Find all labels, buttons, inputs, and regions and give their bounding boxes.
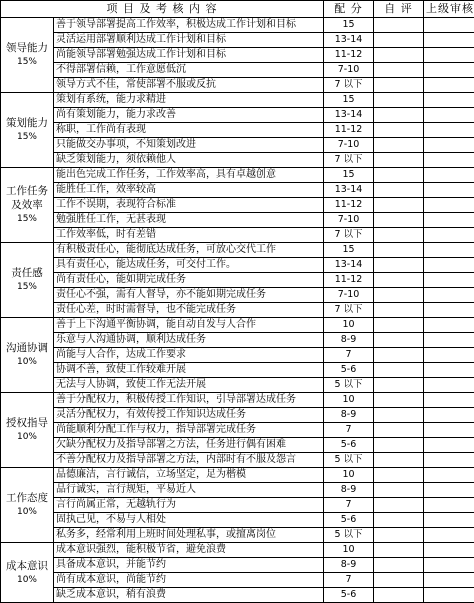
self-eval-cell[interactable] [374,558,424,573]
criteria-row [1,93,474,108]
criteria-row [1,333,474,348]
self-eval-cell[interactable] [374,588,424,603]
criteria-description: 缺乏策划能力，须依赖他人 [54,153,324,168]
self-eval-cell[interactable] [374,138,424,153]
superior-review-cell[interactable] [424,393,474,408]
category-weight: 15% [3,280,51,294]
criteria-row [1,138,474,153]
criteria-row [1,543,474,558]
criteria-row [1,153,474,168]
appraisal-body [1,18,474,603]
self-eval-cell[interactable] [374,273,424,288]
criteria-row [1,423,474,438]
score-range: 5-6 [324,513,374,528]
criteria-description: 能出色完成工作任务，工作效率高，具有卓越创意 [54,168,324,183]
criteria-row [1,288,474,303]
superior-review-cell[interactable] [424,258,474,273]
score-range: 8-9 [324,558,374,573]
score-range: 15 [324,168,374,183]
criteria-description: 乐意与人沟通协调，顺利达成任务 [54,333,324,348]
score-range: 5-6 [324,438,374,453]
self-eval-cell[interactable] [374,93,424,108]
superior-review-cell[interactable] [424,453,474,468]
score-range: 5 以下 [324,453,374,468]
category-cell [1,243,54,318]
criteria-description: 尚能领导部署勉强达成工作计划和目标 [54,48,324,63]
criteria-description: 责任心不强，需有人督导，亦不能如期完成任务 [54,288,324,303]
category-name: 责任感 [11,267,43,279]
criteria-description: 协调不善，致使工作较难开展 [54,363,324,378]
criteria-row [1,513,474,528]
score-range: 11-12 [324,123,374,138]
self-eval-cell[interactable] [374,123,424,138]
self-eval-cell[interactable] [374,63,424,78]
category-name: 工作任务及效率 [6,185,48,211]
score-range: 7 以下 [324,153,374,168]
criteria-description: 具有责任心，能达成任务，可交付工作。 [54,258,324,273]
self-eval-cell[interactable] [374,168,424,183]
category-weight: 10% [3,430,51,444]
score-range: 7-10 [324,63,374,78]
superior-review-cell[interactable] [424,483,474,498]
criteria-row [1,198,474,213]
criteria-description: 勉强胜任工作，无甚表现 [54,213,324,228]
score-range: 11-12 [324,273,374,288]
criteria-row [1,48,474,63]
score-range: 7 [324,498,374,513]
superior-review-cell[interactable] [424,468,474,483]
superior-review-cell[interactable] [424,513,474,528]
category-weight: 15% [3,130,51,144]
score-range: 5 以下 [324,528,374,543]
score-range: 8-9 [324,408,374,423]
superior-review-cell[interactable] [424,378,474,393]
items-header: 项 目 及 考 核 内 容 [1,1,324,18]
superior-review-cell[interactable] [424,303,474,318]
criteria-row [1,378,474,393]
self-eval-cell[interactable] [374,483,424,498]
criteria-row [1,18,474,33]
category-name: 成本意识 [6,560,48,572]
superior-review-cell[interactable] [424,63,474,78]
score-range: 11-12 [324,198,374,213]
criteria-description: 尚有策划能力，能力求改善 [54,108,324,123]
criteria-row [1,573,474,588]
score-range: 5-6 [324,363,374,378]
criteria-description: 善于上下沟通平衡协调，能自动自发与人合作 [54,318,324,333]
superior-review-cell[interactable] [424,183,474,198]
superior-review-cell[interactable] [424,348,474,363]
criteria-row [1,273,474,288]
score-range: 10 [324,468,374,483]
criteria-row [1,363,474,378]
self-eval-cell[interactable] [374,258,424,273]
criteria-row [1,393,474,408]
superior-review-cell[interactable] [424,168,474,183]
superior-review-cell[interactable] [424,288,474,303]
criteria-description: 言行尚属正常，无越轨行为 [54,498,324,513]
criteria-description: 固执己见，不易与人相处 [54,513,324,528]
self-eval-cell[interactable] [374,513,424,528]
self-eval-cell[interactable] [374,423,424,438]
criteria-row [1,78,474,93]
superior-review-cell[interactable] [424,528,474,543]
criteria-description: 工作效率低，时有差错 [54,228,324,243]
category-weight: 15% [3,212,51,226]
criteria-description: 尚能与人合作，达成工作要求 [54,348,324,363]
superior-review-cell[interactable] [424,438,474,453]
superior-review-cell[interactable] [424,138,474,153]
criteria-row [1,468,474,483]
category-cell [1,393,54,468]
criteria-row [1,318,474,333]
score-range: 10 [324,393,374,408]
score-range: 5 以下 [324,378,374,393]
criteria-description: 品行诚实，言行规矩，平易近人 [54,483,324,498]
category-cell [1,468,54,543]
criteria-description: 尚能顺利分配工作与权力，指导部署完成任务 [54,423,324,438]
self-eval-cell[interactable] [374,378,424,393]
score-range: 13-14 [324,108,374,123]
superior-review-cell[interactable] [424,558,474,573]
superior-review-cell[interactable] [424,78,474,93]
category-cell [1,543,54,603]
score-range: 7-10 [324,138,374,153]
self-eval-cell[interactable] [374,303,424,318]
superior-review-cell[interactable] [424,543,474,558]
self-eval-cell[interactable] [374,318,424,333]
self-eval-cell[interactable] [374,78,424,93]
self-eval-cell[interactable] [374,408,424,423]
superior-review-header: 上级审核 [424,1,474,18]
superior-review-cell[interactable] [424,48,474,63]
criteria-description: 缺乏成本意识，稍有浪费 [54,588,324,603]
criteria-description: 灵活分配权力，有效传授工作知识达成任务 [54,408,324,423]
criteria-row [1,408,474,423]
criteria-description: 策划有系统，能力求精进 [54,93,324,108]
category-name: 授权指导 [6,417,48,429]
criteria-description: 尚有成本意识，尚能节约 [54,573,324,588]
self-eval-cell[interactable] [374,498,424,513]
self-eval-cell[interactable] [374,198,424,213]
score-range: 7 [324,423,374,438]
criteria-row [1,123,474,138]
score-range: 15 [324,243,374,258]
category-name: 策划能力 [6,117,48,129]
criteria-row [1,483,474,498]
score-header: 配 分 [324,1,374,18]
category-cell [1,168,54,243]
criteria-row [1,258,474,273]
self-eval-cell[interactable] [374,153,424,168]
superior-review-cell[interactable] [424,333,474,348]
self-eval-cell[interactable] [374,228,424,243]
superior-review-cell[interactable] [424,108,474,123]
score-range: 7-10 [324,288,374,303]
superior-review-cell[interactable] [424,18,474,33]
criteria-description: 无法与人协调，致使工作无法开展 [54,378,324,393]
superior-review-cell[interactable] [424,498,474,513]
self-eval-cell[interactable] [374,288,424,303]
score-range: 10 [324,543,374,558]
self-eval-cell[interactable] [374,213,424,228]
superior-review-cell[interactable] [424,198,474,213]
criteria-description: 只能做交办事项，不知策划改进 [54,138,324,153]
criteria-row [1,168,474,183]
criteria-row [1,588,474,603]
superior-review-cell[interactable] [424,213,474,228]
criteria-description: 称职，工作尚有表现 [54,123,324,138]
criteria-row [1,228,474,243]
criteria-description: 善于分配权力，积极传授工作知识，引导部署达成任务 [54,393,324,408]
category-name: 工作态度 [6,492,48,504]
score-range: 13-14 [324,183,374,198]
self-eval-cell[interactable] [374,468,424,483]
self-eval-header: 自 评 [374,1,424,18]
criteria-description: 具备成本意识，并能节约 [54,558,324,573]
superior-review-cell[interactable] [424,588,474,603]
criteria-description: 私务多，经常利用上班时间处理私事，或擅离岗位 [54,528,324,543]
self-eval-cell[interactable] [374,33,424,48]
criteria-description: 善于领导部署提高工作效率，积极达成工作计划和目标 [54,18,324,33]
superior-review-cell[interactable] [424,573,474,588]
score-range: 5-6 [324,588,374,603]
score-range: 13-14 [324,258,374,273]
criteria-description: 不善分配权力及指导部署之方法，内部时有不服及怨言 [54,453,324,468]
score-range: 11-12 [324,48,374,63]
superior-review-cell[interactable] [424,423,474,438]
score-range: 15 [324,93,374,108]
category-cell [1,318,54,393]
superior-review-cell[interactable] [424,228,474,243]
criteria-row [1,498,474,513]
superior-review-cell[interactable] [424,93,474,108]
category-weight: 10% [3,505,51,519]
self-eval-cell[interactable] [374,108,424,123]
superior-review-cell[interactable] [424,243,474,258]
criteria-row [1,33,474,48]
superior-review-cell[interactable] [424,318,474,333]
self-eval-cell[interactable] [374,18,424,33]
score-range: 7 以下 [324,303,374,318]
category-weight: 10% [3,573,51,587]
self-eval-cell[interactable] [374,453,424,468]
criteria-row [1,558,474,573]
criteria-description: 不得部署信赖，工作意愿低沉 [54,63,324,78]
category-weight: 10% [3,355,51,369]
score-range: 7 以下 [324,228,374,243]
self-eval-cell[interactable] [374,333,424,348]
criteria-row [1,348,474,363]
criteria-description: 尚有责任心，能如期完成任务 [54,273,324,288]
criteria-description: 有积极责任心，能彻底达成任务，可放心交代工作 [54,243,324,258]
score-range: 7-10 [324,213,374,228]
category-name: 沟通协调 [6,342,48,354]
criteria-row [1,438,474,453]
self-eval-cell[interactable] [374,363,424,378]
criteria-row [1,63,474,78]
criteria-description: 工作不误期，表现符合标准 [54,198,324,213]
criteria-row [1,183,474,198]
score-range: 7 [324,348,374,363]
self-eval-cell[interactable] [374,243,424,258]
criteria-row [1,243,474,258]
self-eval-cell[interactable] [374,528,424,543]
self-eval-cell[interactable] [374,438,424,453]
score-range: 7 以下 [324,78,374,93]
self-eval-cell[interactable] [374,48,424,63]
criteria-description: 灵活运用部署顺利达成工作计划和目标 [54,33,324,48]
category-weight: 15% [3,55,51,69]
header-row [1,1,474,18]
self-eval-cell[interactable] [374,573,424,588]
category-cell [1,93,54,168]
score-range: 8-9 [324,333,374,348]
score-range: 8-9 [324,483,374,498]
criteria-row [1,528,474,543]
score-range: 10 [324,318,374,333]
superior-review-cell[interactable] [424,123,474,138]
criteria-description: 成本意识强烈，能积极节省，避免浪费 [54,543,324,558]
superior-review-cell[interactable] [424,33,474,48]
criteria-description: 能胜任工作，效率较高 [54,183,324,198]
criteria-row [1,108,474,123]
superior-review-cell[interactable] [424,153,474,168]
category-name: 领导能力 [6,42,48,54]
self-eval-cell[interactable] [374,348,424,363]
self-eval-cell[interactable] [374,183,424,198]
criteria-description: 品德廉洁，言行诚信，立场坚定，足为楷模 [54,468,324,483]
criteria-row [1,213,474,228]
self-eval-cell[interactable] [374,393,424,408]
criteria-description: 领导方式不佳，常使部署不服或反抗 [54,78,324,93]
criteria-row [1,303,474,318]
criteria-row [1,453,474,468]
score-range: 15 [324,18,374,33]
self-eval-cell[interactable] [374,543,424,558]
superior-review-cell[interactable] [424,273,474,288]
score-range: 7 [324,573,374,588]
superior-review-cell[interactable] [424,363,474,378]
superior-review-cell[interactable] [424,408,474,423]
category-cell [1,18,54,93]
criteria-description: 欠缺分配权力及指导部署之方法，任务进行偶有困难 [54,438,324,453]
score-range: 13-14 [324,33,374,48]
criteria-description: 责任心差，时时需督导，也不能完成任务 [54,303,324,318]
